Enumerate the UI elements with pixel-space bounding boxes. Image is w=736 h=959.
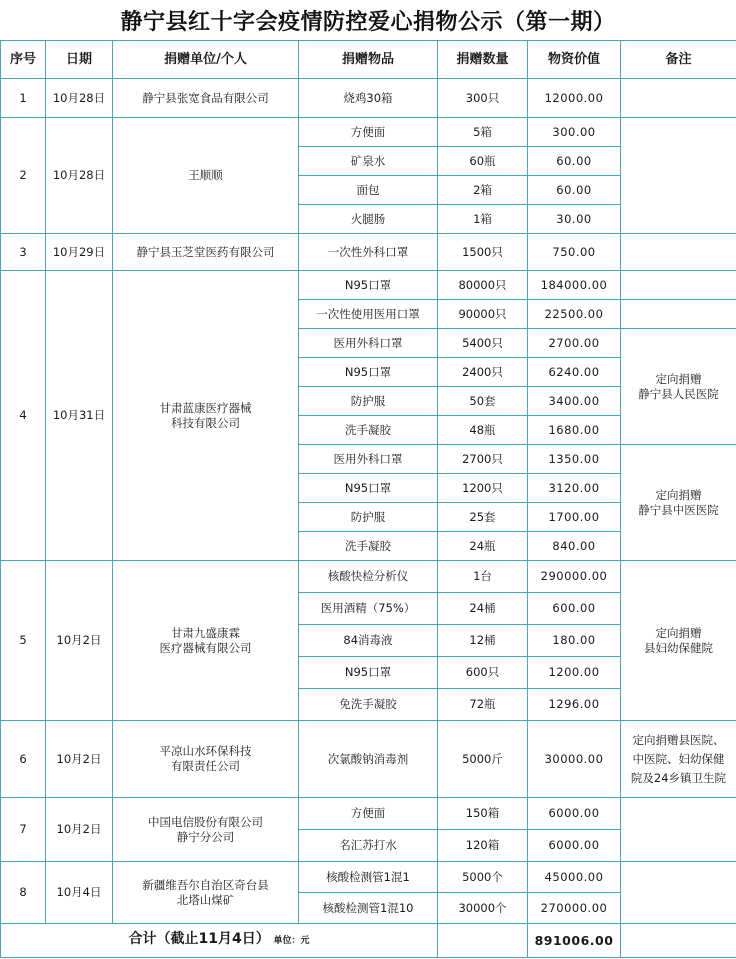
total-label: 合计（截止11月4日） xyxy=(128,931,270,947)
item-cell: 核酸检测管1混10 xyxy=(299,893,438,924)
page-title: 静宁县红十字会疫情防控爱心捐物公示（第一期） xyxy=(120,8,616,35)
donor-line: 甘肃蓝康医疗器械 xyxy=(159,400,252,415)
header-item: 捐赠物品 xyxy=(299,41,438,79)
header-qty: 捐赠数量 xyxy=(438,41,528,79)
header-row xyxy=(1,41,736,79)
qty-cell: 1500只 xyxy=(438,234,528,271)
donor-line: 科技有限公司 xyxy=(171,415,240,430)
table-row xyxy=(1,271,736,300)
table-row xyxy=(1,79,736,118)
note-line: 县妇幼保健院 xyxy=(644,640,713,655)
note-line: 定向捐赠 xyxy=(655,371,702,386)
header-donor: 捐赠单位/个人 xyxy=(113,41,299,79)
value-cell: 6000.00 xyxy=(528,830,621,862)
qty-cell: 5400只 xyxy=(438,329,528,358)
table-row xyxy=(1,561,736,593)
seq-cell: 6 xyxy=(1,721,46,798)
value-cell: 6240.00 xyxy=(528,358,621,387)
value-cell: 60.00 xyxy=(528,147,621,176)
value-cell: 6000.00 xyxy=(528,798,621,830)
total-value: 891006.00 xyxy=(528,924,621,958)
item-cell: 次氯酸钠消毒剂 xyxy=(299,721,438,798)
donor-cell xyxy=(113,798,299,862)
item-cell: 名汇苏打水 xyxy=(299,830,438,862)
item-cell: 医用外科口罩 xyxy=(299,445,438,474)
donation-table xyxy=(0,40,736,958)
note-line: 静宁县中医医院 xyxy=(638,502,719,517)
note-line: 静宁县人民医院 xyxy=(638,386,719,401)
item-cell: 一次性使用医用口罩 xyxy=(299,300,438,329)
donor-line: 中国电信股份有限公司 xyxy=(148,814,263,829)
qty-cell: 60瓶 xyxy=(438,147,528,176)
date-cell: 10月2日 xyxy=(46,798,113,862)
note-line: 定向捐赠 xyxy=(655,487,702,502)
qty-cell: 600只 xyxy=(438,657,528,689)
donor-cell: 静宁县张宽食品有限公司 xyxy=(113,79,299,118)
note-cell xyxy=(621,721,736,798)
date-cell: 10月2日 xyxy=(46,721,113,798)
note-cell xyxy=(621,300,736,329)
donor-cell xyxy=(113,721,299,798)
note-line: 定向捐赠县医院、 xyxy=(632,732,725,747)
value-cell: 22500.00 xyxy=(528,300,621,329)
qty-cell: 2箱 xyxy=(438,176,528,205)
item-cell: 洗手凝胶 xyxy=(299,416,438,445)
item-cell: N95口罩 xyxy=(299,657,438,689)
seq-cell: 3 xyxy=(1,234,46,271)
donor-line: 有限责任公司 xyxy=(171,759,240,773)
table-row xyxy=(1,798,736,830)
date-cell: 10月2日 xyxy=(46,561,113,721)
qty-cell: 1台 xyxy=(438,561,528,593)
value-cell: 45000.00 xyxy=(528,862,621,893)
qty-cell: 2700只 xyxy=(438,445,528,474)
item-cell: 方便面 xyxy=(299,118,438,147)
header-value: 物资价值 xyxy=(528,41,621,79)
donor-line: 甘肃九盛康霖 xyxy=(171,625,240,640)
seq-cell: 8 xyxy=(1,862,46,924)
value-cell: 3400.00 xyxy=(528,387,621,416)
note-cell xyxy=(621,561,736,721)
item-cell: 医用外科口罩 xyxy=(299,329,438,358)
item-cell: N95口罩 xyxy=(299,358,438,387)
date-cell: 10月4日 xyxy=(46,862,113,924)
total-row xyxy=(1,924,736,958)
item-cell: 方便面 xyxy=(299,798,438,830)
note-line: 中医院、妇幼保健 xyxy=(632,751,725,766)
header-note: 备注 xyxy=(621,41,736,79)
value-cell: 12000.00 xyxy=(528,79,621,118)
value-cell: 3120.00 xyxy=(528,474,621,503)
value-cell: 750.00 xyxy=(528,234,621,271)
qty-cell: 24瓶 xyxy=(438,532,528,561)
note-cell xyxy=(621,79,736,118)
table-row xyxy=(1,862,736,893)
donor-line: 医疗器械有限公司 xyxy=(159,640,252,655)
value-cell: 30.00 xyxy=(528,205,621,234)
seq-cell: 1 xyxy=(1,79,46,118)
seq-cell: 2 xyxy=(1,118,46,234)
date-cell: 10月28日 xyxy=(46,79,113,118)
value-cell: 60.00 xyxy=(528,176,621,205)
value-cell: 1296.00 xyxy=(528,689,621,721)
seq-cell: 7 xyxy=(1,798,46,862)
item-cell: 免洗手凝胶 xyxy=(299,689,438,721)
qty-cell: 25套 xyxy=(438,503,528,532)
qty-cell: 72瓶 xyxy=(438,689,528,721)
item-cell: 防护服 xyxy=(299,387,438,416)
value-cell: 1680.00 xyxy=(528,416,621,445)
note-cell xyxy=(621,798,736,862)
header-seq: 序号 xyxy=(1,41,46,79)
table-row xyxy=(1,118,736,147)
item-cell: 核酸快检分析仪 xyxy=(299,561,438,593)
item-cell: 防护服 xyxy=(299,503,438,532)
qty-cell: 24桶 xyxy=(438,593,528,625)
total-note-cell xyxy=(621,924,736,958)
note-line: 院及24乡镇卫生院 xyxy=(630,770,727,785)
donor-cell xyxy=(113,561,299,721)
table-row xyxy=(1,721,736,798)
item-cell: 矿泉水 xyxy=(299,147,438,176)
date-cell: 10月29日 xyxy=(46,234,113,271)
value-cell: 600.00 xyxy=(528,593,621,625)
total-label-cell xyxy=(1,924,438,958)
qty-cell: 50套 xyxy=(438,387,528,416)
donor-line: 北塔山煤矿 xyxy=(176,892,235,907)
date-cell: 10月28日 xyxy=(46,118,113,234)
value-cell: 290000.00 xyxy=(528,561,621,593)
total-qty-cell xyxy=(438,924,528,958)
qty-cell: 12桶 xyxy=(438,625,528,657)
qty-cell: 48瓶 xyxy=(438,416,528,445)
note-cell xyxy=(621,234,736,271)
item-cell: 洗手凝胶 xyxy=(299,532,438,561)
item-cell: 火腿肠 xyxy=(299,205,438,234)
donor-line: 新疆维吾尔自治区奇台县 xyxy=(142,877,269,892)
qty-cell: 1箱 xyxy=(438,205,528,234)
qty-cell: 5000斤 xyxy=(438,721,528,798)
qty-cell: 80000只 xyxy=(438,271,528,300)
note-cell xyxy=(621,862,736,924)
qty-cell: 300只 xyxy=(438,79,528,118)
qty-cell: 30000个 xyxy=(438,893,528,924)
value-cell: 1350.00 xyxy=(528,445,621,474)
qty-cell: 2400只 xyxy=(438,358,528,387)
item-cell: 面包 xyxy=(299,176,438,205)
header-date: 日期 xyxy=(46,41,113,79)
qty-cell: 120箱 xyxy=(438,830,528,862)
item-cell: 医用酒精（75%） xyxy=(299,593,438,625)
value-cell: 300.00 xyxy=(528,118,621,147)
note-cell xyxy=(621,271,736,300)
donor-line: 静宁分公司 xyxy=(176,829,235,844)
value-cell: 184000.00 xyxy=(528,271,621,300)
donor-cell: 王顺顺 xyxy=(113,118,299,234)
seq-cell: 4 xyxy=(1,271,46,561)
donor-cell xyxy=(113,862,299,924)
donor-cell: 静宁县玉芝堂医药有限公司 xyxy=(113,234,299,271)
value-cell: 30000.00 xyxy=(528,721,621,798)
value-cell: 1700.00 xyxy=(528,503,621,532)
qty-cell: 5000个 xyxy=(438,862,528,893)
donor-line: 平凉山水环保科技 xyxy=(159,744,252,758)
item-cell: N95口罩 xyxy=(299,474,438,503)
value-cell: 1200.00 xyxy=(528,657,621,689)
value-cell: 180.00 xyxy=(528,625,621,657)
note-cell xyxy=(621,329,736,445)
note-cell xyxy=(621,445,736,561)
qty-cell: 5箱 xyxy=(438,118,528,147)
item-cell: 84消毒液 xyxy=(299,625,438,657)
value-cell: 270000.00 xyxy=(528,893,621,924)
qty-cell: 90000只 xyxy=(438,300,528,329)
value-cell: 2700.00 xyxy=(528,329,621,358)
item-cell: N95口罩 xyxy=(299,271,438,300)
seq-cell: 5 xyxy=(1,561,46,721)
table-row xyxy=(1,234,736,271)
total-unit: 单位：元 xyxy=(273,936,310,946)
item-cell: 一次性外科口罩 xyxy=(299,234,438,271)
value-cell: 840.00 xyxy=(528,532,621,561)
qty-cell: 150箱 xyxy=(438,798,528,830)
note-line: 定向捐赠 xyxy=(655,625,702,640)
date-cell: 10月31日 xyxy=(46,271,113,561)
qty-cell: 1200只 xyxy=(438,474,528,503)
donor-cell xyxy=(113,271,299,561)
note-cell xyxy=(621,118,736,234)
item-cell: 烧鸡30箱 xyxy=(299,79,438,118)
item-cell: 核酸检测管1混1 xyxy=(299,862,438,893)
